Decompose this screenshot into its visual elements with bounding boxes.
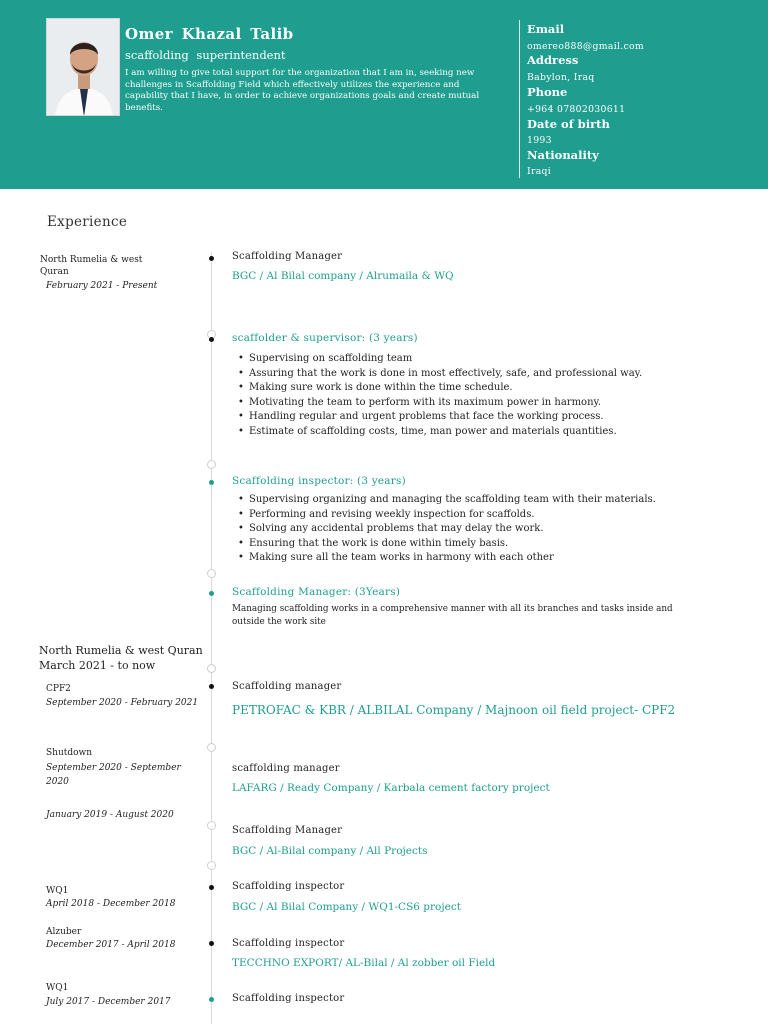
phone-value: +964 07802030611 (527, 104, 626, 115)
nationality-value: Iraqi (527, 166, 552, 177)
date-alzuber: December 2017 - April 2018 (46, 940, 176, 950)
date-cpf2: September 2020 - February 2021 (46, 698, 199, 708)
birth-label: Date of birth (527, 117, 610, 131)
company-5: PETROFAC & KBR / ALBILAL Company / Majnoon oil field project- CPF2 (232, 703, 676, 717)
role-9: Scaffolding inspector (232, 938, 345, 949)
list-item: • Motivating the team to perform with its maximum power in harmony. (238, 396, 642, 411)
timeline-dot (209, 941, 214, 946)
timeline-dot (209, 256, 214, 261)
date-1: February 2021 - Present (46, 281, 158, 291)
company-7: BGC / Al-Bilal company / All Projects (232, 845, 428, 857)
timeline-dot (209, 480, 214, 485)
date-lafarg: January 2019 - August 2020 (46, 810, 174, 820)
project-shutdown: Shutdown (46, 748, 93, 758)
list-item: • Solving any accidental problems that may delay the work. (238, 522, 656, 537)
date-shutdown-b: 2020 (46, 777, 69, 787)
list-item: • Handling regular and urgent problems that face the working process. (238, 410, 642, 425)
company-8: BGC / Al Bilal Company / WQ1-CS6 project (232, 901, 461, 913)
project-wq1-a: WQ1 (46, 886, 69, 896)
date-2: March 2021 - to now (39, 659, 156, 672)
date-shutdown: September 2020 - September (46, 763, 181, 773)
list-item: • Estimate of scaffolding costs, time, man power and materials quantities. (238, 425, 642, 440)
project-cpf2: CPF2 (46, 684, 71, 694)
timeline-dot (209, 684, 214, 689)
role-3: Scaffolding inspector: (3 years) (232, 475, 406, 487)
nationality-label: Nationality (527, 148, 599, 162)
resume-header (0, 0, 768, 189)
list-item: • Ensuring that the work is done within timely basis. (238, 537, 656, 552)
list-item: • Making sure all the team works in harmony with each other (238, 551, 656, 566)
duties-list-2 (238, 352, 642, 440)
project-alzuber: Alzuber (46, 927, 82, 937)
list-item: • Assuring that the work is done in most effectively, safe, and professional way. (238, 367, 642, 382)
role-6: scaffolding manager (232, 763, 340, 774)
timeline-dot (209, 885, 214, 890)
role-8: Scaffolding inspector (232, 881, 345, 892)
location-1: North Rumelia & west (40, 255, 143, 265)
summary-text: I am willing to give total support for the organization that I am in, seeking new challenges in Scaffolding Field which effectively utilizes the experience and capability that I have, in order to achieve organizations goals and create mutual benefits. (125, 68, 480, 113)
timeline-dot (209, 591, 214, 596)
timeline-ring (207, 861, 216, 870)
list-item: • Performing and revising weekly inspection for scaffolds. (238, 508, 656, 523)
person-name: Omer Khazal Talib (125, 25, 294, 43)
timeline-ring (207, 460, 216, 469)
location-2: North Rumelia & west Quran (39, 644, 203, 657)
company-1: BGC / Al Bilal company / Alrumaila & WQ (232, 270, 454, 282)
date-wq1-a: April 2018 - December 2018 (46, 899, 176, 909)
timeline-ring (207, 664, 216, 673)
header-divider (519, 20, 520, 178)
duties-list-3 (238, 493, 656, 566)
company-6: LAFARG / Ready Company / Karbala cement factory project (232, 782, 550, 794)
list-item: • Supervising on scaffolding team (238, 352, 642, 367)
email-label: Email (527, 22, 565, 36)
address-label: Address (527, 53, 579, 67)
timeline-ring (207, 569, 216, 578)
role-4: Scaffolding Manager: (3Years) (232, 586, 401, 598)
timeline-dot (209, 997, 214, 1002)
profile-photo (46, 18, 120, 116)
email-value[interactable]: omereo888@gmail.com (527, 41, 645, 52)
experience-heading: Experience (47, 214, 128, 230)
project-wq1-b: WQ1 (46, 983, 69, 993)
address-value: Babylon, Iraq (527, 72, 595, 83)
list-item: • Making sure work is done within the time schedule. (238, 381, 642, 396)
company-9: TECCHNO EXPORT/ AL-Bilal / Al zobber oil Field (232, 957, 496, 969)
role-1: Scaffolding Manager (232, 251, 343, 262)
timeline-ring (207, 743, 216, 752)
birth-value: 1993 (527, 135, 552, 146)
role-10: Scaffolding inspector (232, 993, 345, 1004)
phone-label: Phone (527, 85, 568, 99)
timeline-dot (209, 337, 214, 342)
role-2: scaffolder & supervisor: (3 years) (232, 332, 418, 344)
role-7: Scaffolding Manager (232, 825, 343, 836)
role-5: Scaffolding manager (232, 681, 342, 692)
date-wq1-b: July 2017 - December 2017 (46, 997, 171, 1007)
timeline-ring (207, 821, 216, 830)
list-item: • Supervising organizing and managing the scaffolding team with their materials. (238, 493, 656, 508)
location-1b: Quran (40, 267, 69, 277)
job-title: scaffolding superintendent (125, 48, 286, 62)
timeline-line (211, 252, 212, 1024)
role-4-description: Managing scaffolding works in a comprehensive manner with all its branches and tasks inside and outside the work site (232, 604, 673, 627)
